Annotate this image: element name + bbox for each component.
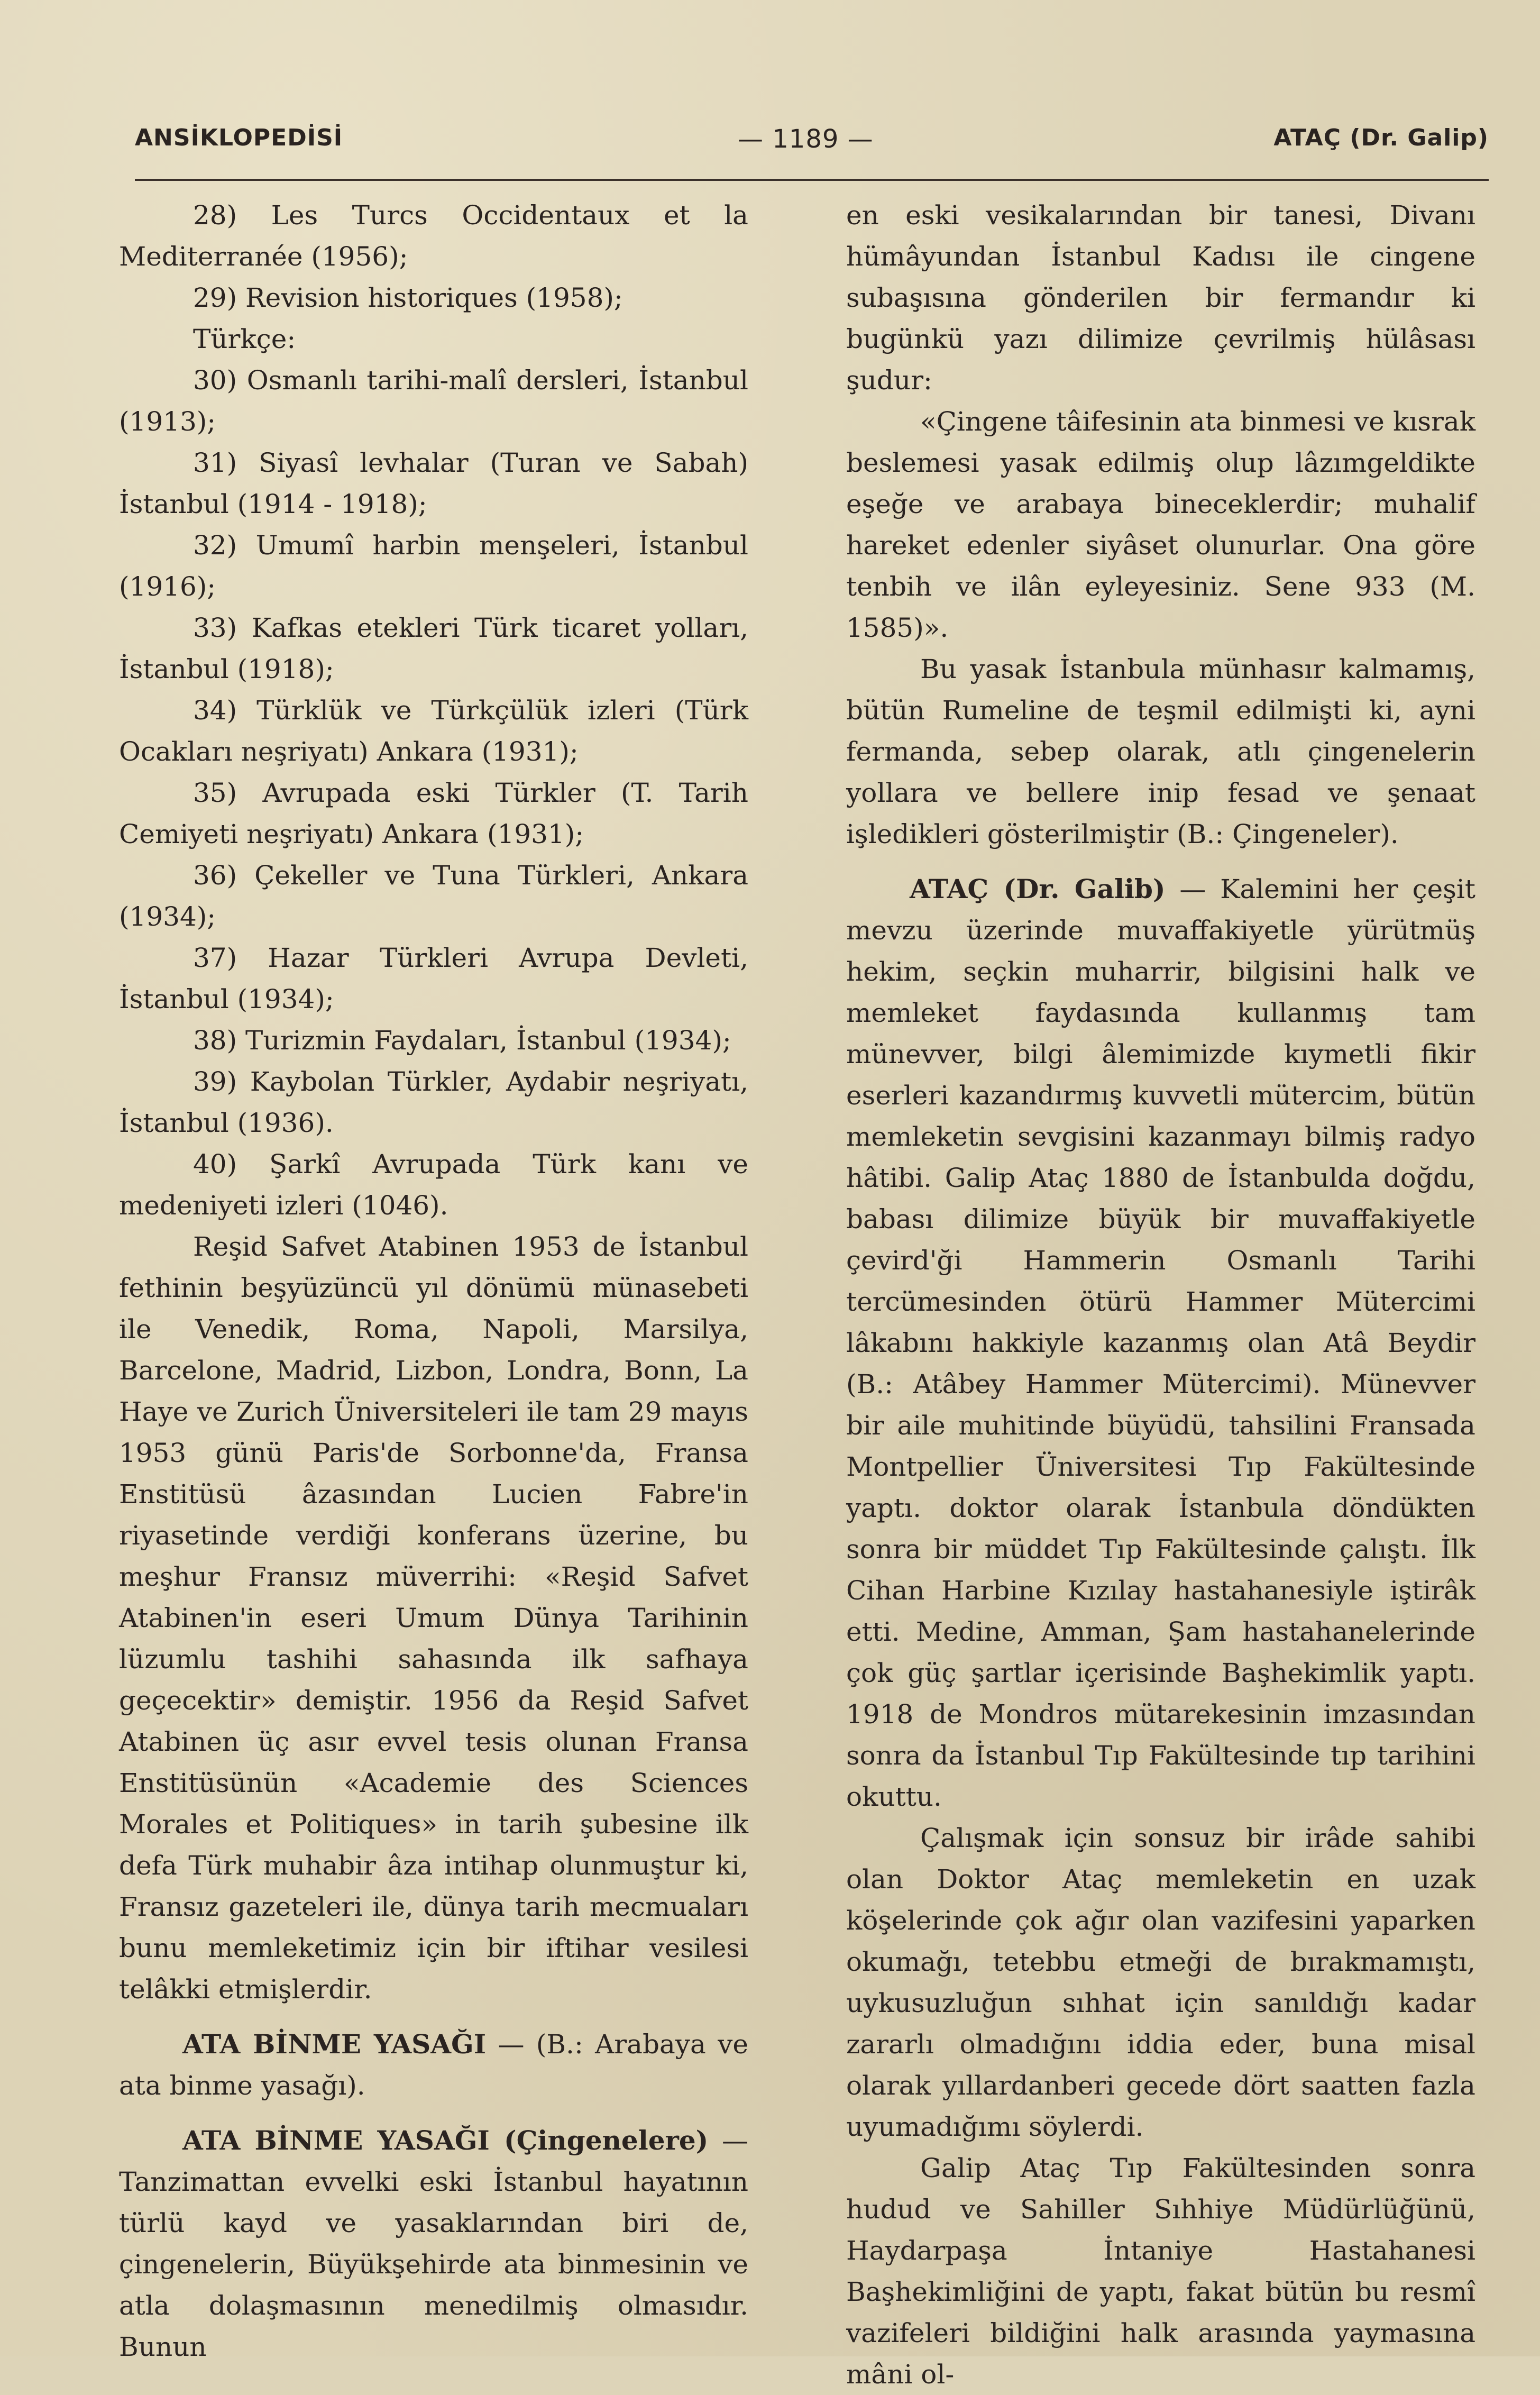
list-item: 35) Avrupada eski Türkler (T. Tarih Cemiyeti neşriyatı) Ankara (1931); — [119, 778, 748, 849]
body-paragraph: Bu yasak İstanbula münhasır kalmamış, bütün Rumeline de teşmil edilmişti ki, ayni fermanda, sebep olarak, atlı çingenelerin yollara ve bellere inip fesad ve şenaat işledikleri gösterilmiştir (B.: Çingeneler). — [846, 654, 1475, 849]
list-item: Türkçe: — [193, 324, 296, 354]
encyclopedia-entry — [119, 2120, 748, 2367]
body-paragraph: Çalışmak için sonsuz bir irâde sahibi olan Doktor Ataç memleketin en uzak köşelerinde çok ağır olan vazifesini yaparken okumağı, tetebbu etmeği de bırakmamıştı, uykusuzluğun sıhhat için sanıldığı kadar zararlı olmadığını iddia eder, buna misal olarak yıllardanberi gecede dört saatten fazla uyumadığımı söylerdi. — [846, 1823, 1475, 2142]
bibliography-list — [119, 195, 748, 1226]
entry-title: ATA BİNME YASAĞI — [182, 2028, 487, 2060]
list-item: 28) Les Turcs Occidentaux et la Mediterranée (1956); — [119, 200, 748, 272]
entry-title: ATAÇ (Dr. Galib) — [910, 873, 1166, 904]
body-paragraph: Reşid Safvet Atabinen 1953 de İstanbul fethinin beşyüzüncü yıl dönümü münasebeti ile Venedik, Roma, Napoli, Marsilya, Barcelone, Madrid, Lizbon, Londra, Bonn, La Haye ve Zurich Üniversiteleri ile tam 29 mayıs 1953 günü Paris'de Sorbonne'da, Fransa Enstitüsü âzasından Lucien Fabre'in riyasetinde verdiği konferans üzerine, bu meşhur Fransız müverrihi: «Reşid Safvet Atabinen'in eseri Umum Dünya Tarihinin lüzumlu tashihi sahasında ilk safhaya geçecektir» demiştir. 1956 da Reşid Safvet Atabinen üç asır evvel tesis olunan Fransa Enstitüsünün «Academie des Sciences Morales et Politiques» in tarih şubesine ilk defa Türk muhabir âza intihap olunmuştur ki, Fransız gazeteleri ile, dünya tarih mecmuaları bunu memleketimiz için bir iftihar vesilesi telâkki etmişlerdir. — [119, 1231, 748, 2005]
list-item: 34) Türklük ve Türkçülük izleri (Türk Ocakları neşriyatı) Ankara (1931); — [119, 695, 748, 767]
body-paragraph: en eski vesikalarından bir tanesi, Divanı hümâyundan İstanbul Kadısı ile cingene subaşısına gönderilen bir fermandır ki bugünkü yazı dilimize çevrilmiş hülâsası şudur: — [846, 200, 1475, 396]
entry-title: ATA BİNME YASAĞI (Çingenelere) — [182, 2125, 709, 2156]
quoted-decree: «Çingene tâifesinin ata binmesi ve kısrak beslemesi yasak edilmiş olup lâzımgeldikte eşeğe ve arabaya bineceklerdir; muhalif hareket edenler siyâset olunurlar. Ona göre tenbih ve ilân eyleyesiniz. Sene 933 (M. 1585)». — [846, 406, 1475, 643]
list-item: 29) Revision historiques (1958); — [193, 282, 623, 313]
header-right-title: ATAÇ (Dr. Galip) — [1273, 124, 1489, 151]
header-rule — [135, 179, 1489, 181]
encyclopedia-entry — [119, 2024, 748, 2106]
entry-text: — Tanzimattan evvelki eski İstanbul hayatının türlü kayd ve yasaklarından biri de, çingenelerin, Büyükşehirde ata binmesinin ve atla dolaşmasının menedilmiş olmasıdır. Bunun — [119, 2125, 748, 2362]
list-item: 33) Kafkas etekleri Türk ticaret yolları, İstanbul (1918); — [119, 613, 748, 684]
page-number: — 1189 — — [738, 124, 874, 154]
list-item: 39) Kaybolan Türkler, Aydabir neşriyatı, İstanbul (1936). — [119, 1066, 748, 1138]
list-item: 40) Şarkî Avrupada Türk kanı ve medeniyeti izleri (1046). — [119, 1149, 748, 1221]
list-item: 32) Umumî harbin menşeleri, İstanbul (1916); — [119, 530, 748, 602]
body-paragraph: Galip Ataç Tıp Fakültesinden sonra hudud ve Sahiller Sıhhiye Müdürlüğünü, Haydarpaşa İntaniye Hastahanesi Başhekimliğini de yaptı, fakat bütün bu resmî vazifeleri bildiğini halk arasında yaymasına mâni ol- — [846, 2153, 1475, 2390]
entry-text: — (B.: Arabaya ve ata binme yasağı). — [119, 2029, 748, 2101]
encyclopedia-entry — [846, 869, 1475, 1817]
list-item: 37) Hazar Türkleri Avrupa Devleti, İstanbul (1934); — [119, 943, 748, 1014]
running-header — [135, 124, 1489, 167]
list-item: 38) Turizmin Faydaları, İstanbul (1934); — [193, 1025, 731, 1056]
list-item: 30) Osmanlı tarihi-malî dersleri, İstanbul (1913); — [119, 365, 748, 437]
header-left-title: ANSİKLOPEDİSİ — [135, 124, 343, 151]
right-column — [846, 195, 1475, 2395]
list-item: 31) Siyasî levhalar (Turan ve Sabah) İstanbul (1914 - 1918); — [119, 447, 748, 519]
entry-text: — Kalemini her çeşit mevzu üzerinde muvaffakiyetle yürütmüş hekim, seçkin muharrir, bilgisini halk ve memleket faydasında kullanmış tam münevver, bilgi âlemimizde kıymetli fikir eserleri kazandırmış kuvvetli mütercim, bütün memleketin sevgisini kazanmayı bilmiş radyo hâtibi. Galip Ataç 1880 de İstanbulda doğdu, babası dilimize büyük bir muvaffakiyetle çevird'ği Hammerin Osmanlı Tarihi tercümesinden ötürü Hammer Mütercimi lâkabını hakkiyle kazanmış olan Atâ Beydir (B.: Atâbey Hammer Mütercimi). Münevver bir aile muhitinde büyüdü, tahsilini Fransada Montpellier Üniversitesi Tıp Fakültesinde yaptı. doktor olarak İstanbula döndükten sonra bir müddet Tıp Fakültesinde çalıştı. İlk Cihan Harbine Kızılay hastahanesiyle iştirâk etti. Medine, Amman, Şam hastahanelerinde çok güç şartlar içerisinde Başhekimlik yaptı. 1918 de Mondros mütarekesinin imzasından sonra da İstanbul Tıp Fakültesinde tıp tarihini okuttu. — [846, 874, 1475, 1812]
left-column — [119, 195, 748, 2367]
list-item: 36) Çekeller ve Tuna Türkleri, Ankara (1934); — [119, 860, 748, 932]
